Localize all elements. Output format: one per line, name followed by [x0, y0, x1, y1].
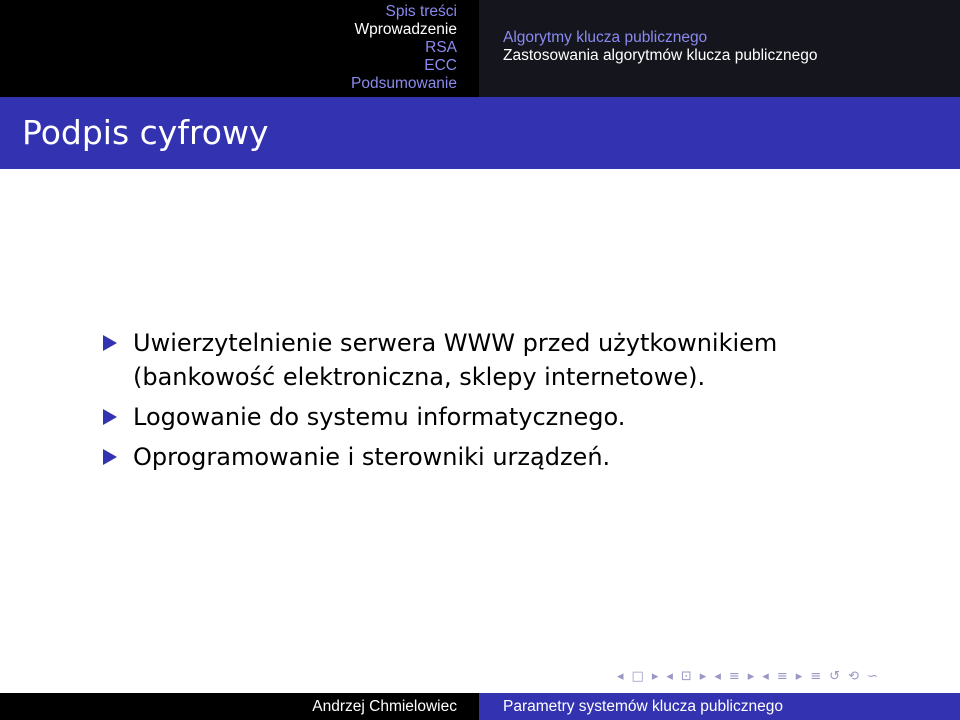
triangle-bullet-icon — [103, 400, 133, 434]
nav-frame-icon[interactable]: ⊡ — [680, 669, 692, 684]
nav-search-icon[interactable]: ∽ — [866, 669, 878, 684]
nav-back-icon[interactable]: ↺ — [829, 669, 841, 684]
nav-slide-icon[interactable]: □ — [631, 669, 644, 684]
nav-section-icon[interactable]: ≡ — [776, 669, 788, 684]
section-navigation — [0, 0, 479, 97]
list-item-text: Oprogramowanie i sterowniki urządzeń. — [133, 443, 611, 471]
nav-prev-subsection-icon[interactable]: ◂ — [714, 669, 721, 684]
nav-document-icon[interactable]: ≡ — [810, 669, 822, 684]
footline-author: Andrzej Chmielowiec — [312, 697, 457, 715]
list-item-text: Logowanie do systemu informatycznego. — [133, 403, 626, 431]
triangle-bullet-icon — [103, 440, 133, 474]
footline — [0, 693, 960, 720]
subsection-navigation — [479, 0, 960, 97]
slide-content — [103, 326, 903, 480]
nav-prev-frame-icon[interactable]: ◂ — [666, 669, 673, 684]
nav-undo-icon[interactable]: ⟲ — [848, 669, 859, 684]
nav-prev-section-icon[interactable]: ◂ — [762, 669, 769, 684]
frame-title: Podpis cyfrowy — [22, 113, 269, 152]
section-link-wprowadzenie[interactable]: Wprowadzenie — [354, 21, 457, 38]
beamer-navigation-symbols — [617, 669, 886, 685]
section-link-ecc[interactable]: ECC — [424, 57, 457, 74]
list-item — [103, 400, 903, 434]
nav-prev-slide-icon[interactable]: ◂ — [617, 669, 624, 684]
subsection-link-algorytmy[interactable]: Algorytmy klucza publicznego — [503, 29, 708, 46]
nav-next-subsection-icon[interactable]: ▸ — [747, 669, 755, 684]
triangle-bullet-icon — [103, 326, 133, 360]
footline-title: Parametry systemów klucza publicznego — [503, 697, 783, 715]
footline-title-box — [479, 693, 960, 720]
section-link-spis-tresci[interactable]: Spis treści — [385, 3, 457, 20]
frame-title-bar — [0, 97, 960, 169]
nav-next-frame-icon[interactable]: ▸ — [699, 669, 707, 684]
footline-author-box — [0, 693, 479, 720]
nav-next-section-icon[interactable]: ▸ — [795, 669, 803, 684]
headline — [0, 0, 960, 97]
list-item — [103, 326, 903, 394]
section-link-rsa[interactable]: RSA — [425, 39, 457, 56]
section-link-podsumowanie[interactable]: Podsumowanie — [351, 75, 457, 92]
list-item-text: Uwierzytelnienie serwera WWW przed użytkownikiem (bankowość elektroniczna, sklepy internetowe). — [133, 329, 778, 391]
nav-subsection-icon[interactable]: ≡ — [728, 669, 740, 684]
subsection-link-zastosowania[interactable]: Zastosowania algorytmów klucza publicznego — [503, 47, 818, 64]
nav-next-slide-icon[interactable]: ▸ — [651, 669, 659, 684]
list-item — [103, 440, 903, 474]
